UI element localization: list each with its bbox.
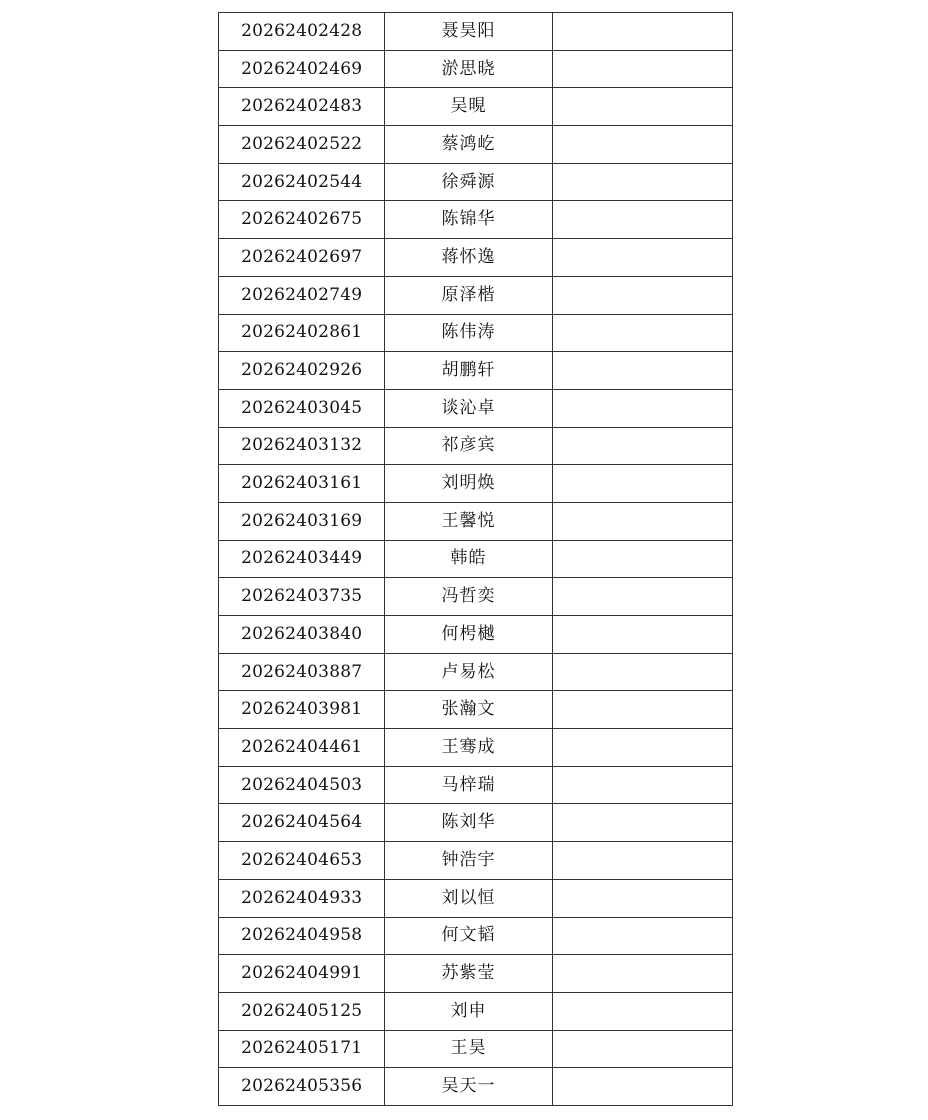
- student-name-cell: 刘申: [385, 992, 552, 1030]
- student-name-cell: 马梓瑞: [385, 766, 552, 804]
- student-id-cell: 20262404564: [219, 804, 385, 842]
- student-id-cell: 20262404461: [219, 729, 385, 767]
- table-row: [219, 578, 733, 616]
- table-row: [219, 540, 733, 578]
- student-id-cell: 20262402697: [219, 239, 385, 277]
- student-name-cell: 蔡鸿屹: [385, 126, 552, 164]
- student-id-cell: 20262404933: [219, 879, 385, 917]
- student-name-cell: 张瀚文: [385, 691, 552, 729]
- note-cell: [552, 540, 732, 578]
- student-id-cell: 20262403045: [219, 389, 385, 427]
- note-cell: [552, 465, 732, 503]
- table-row: [219, 126, 733, 164]
- note-cell: [552, 427, 732, 465]
- student-name-cell: 徐舜源: [385, 163, 552, 201]
- table-row: [219, 239, 733, 277]
- table-row: [219, 1030, 733, 1068]
- table-row: [219, 879, 733, 917]
- student-id-cell: 20262403840: [219, 616, 385, 654]
- table-row: [219, 314, 733, 352]
- table-row: [219, 729, 733, 767]
- student-name-cell: 何枵樾: [385, 616, 552, 654]
- student-id-cell: 20262402675: [219, 201, 385, 239]
- student-id-cell: 20262402861: [219, 314, 385, 352]
- student-name-cell: 原泽楷: [385, 276, 552, 314]
- table-row: [219, 427, 733, 465]
- student-name-cell: 王馨悦: [385, 502, 552, 540]
- student-name-cell: 淤思晓: [385, 50, 552, 88]
- note-cell: [552, 50, 732, 88]
- note-cell: [552, 653, 732, 691]
- student-id-cell: 20262402522: [219, 126, 385, 164]
- table-row: [219, 13, 733, 51]
- note-cell: [552, 13, 732, 51]
- table-row: [219, 992, 733, 1030]
- roster-table-body: [219, 13, 733, 1106]
- note-cell: [552, 955, 732, 993]
- student-id-cell: 20262404958: [219, 917, 385, 955]
- student-id-cell: 20262404991: [219, 955, 385, 993]
- student-id-cell: 20262402469: [219, 50, 385, 88]
- student-name-cell: 韩皓: [385, 540, 552, 578]
- note-cell: [552, 879, 732, 917]
- table-row: [219, 50, 733, 88]
- student-name-cell: 刘明焕: [385, 465, 552, 503]
- note-cell: [552, 352, 732, 390]
- note-cell: [552, 201, 732, 239]
- note-cell: [552, 502, 732, 540]
- table-row: [219, 163, 733, 201]
- table-row: [219, 352, 733, 390]
- student-name-cell: 刘以恒: [385, 879, 552, 917]
- student-id-cell: 20262405171: [219, 1030, 385, 1068]
- table-row: [219, 502, 733, 540]
- student-name-cell: 陈伟涛: [385, 314, 552, 352]
- table-row: [219, 955, 733, 993]
- table-row: [219, 88, 733, 126]
- table-row: [219, 616, 733, 654]
- student-id-cell: 20262404503: [219, 766, 385, 804]
- note-cell: [552, 88, 732, 126]
- note-cell: [552, 804, 732, 842]
- note-cell: [552, 276, 732, 314]
- note-cell: [552, 578, 732, 616]
- student-name-cell: 何文韬: [385, 917, 552, 955]
- student-id-cell: 20262403735: [219, 578, 385, 616]
- student-id-cell: 20262402749: [219, 276, 385, 314]
- note-cell: [552, 691, 732, 729]
- student-id-cell: 20262403887: [219, 653, 385, 691]
- table-row: [219, 465, 733, 503]
- student-name-cell: 蒋怀逸: [385, 239, 552, 277]
- table-row: [219, 276, 733, 314]
- student-name-cell: 胡鹏轩: [385, 352, 552, 390]
- table-row: [219, 653, 733, 691]
- table-row: [219, 1068, 733, 1106]
- student-name-cell: 王昊: [385, 1030, 552, 1068]
- note-cell: [552, 126, 732, 164]
- note-cell: [552, 616, 732, 654]
- document-page: [218, 12, 733, 1106]
- student-name-cell: 王骞成: [385, 729, 552, 767]
- student-id-cell: 20262405125: [219, 992, 385, 1030]
- student-name-cell: 卢易松: [385, 653, 552, 691]
- table-row: [219, 691, 733, 729]
- note-cell: [552, 1068, 732, 1106]
- student-name-cell: 谈沁卓: [385, 389, 552, 427]
- student-id-cell: 20262402544: [219, 163, 385, 201]
- student-name-cell: 聂昊阳: [385, 13, 552, 51]
- student-id-cell: 20262402483: [219, 88, 385, 126]
- note-cell: [552, 314, 732, 352]
- student-name-cell: 吴天一: [385, 1068, 552, 1106]
- student-name-cell: 钟浩宇: [385, 842, 552, 880]
- student-name-cell: 祁彦宾: [385, 427, 552, 465]
- student-id-cell: 20262402428: [219, 13, 385, 51]
- student-name-cell: 吴晛: [385, 88, 552, 126]
- note-cell: [552, 163, 732, 201]
- note-cell: [552, 766, 732, 804]
- student-id-cell: 20262403981: [219, 691, 385, 729]
- table-row: [219, 804, 733, 842]
- student-name-cell: 陈锦华: [385, 201, 552, 239]
- roster-table: [218, 12, 733, 1106]
- student-name-cell: 冯哲奕: [385, 578, 552, 616]
- table-row: [219, 917, 733, 955]
- note-cell: [552, 389, 732, 427]
- student-name-cell: 陈刘华: [385, 804, 552, 842]
- note-cell: [552, 842, 732, 880]
- table-row: [219, 389, 733, 427]
- table-row: [219, 201, 733, 239]
- table-row: [219, 842, 733, 880]
- student-id-cell: 20262403169: [219, 502, 385, 540]
- student-id-cell: 20262403449: [219, 540, 385, 578]
- student-id-cell: 20262403132: [219, 427, 385, 465]
- student-id-cell: 20262403161: [219, 465, 385, 503]
- table-row: [219, 766, 733, 804]
- student-name-cell: 苏紫莹: [385, 955, 552, 993]
- note-cell: [552, 239, 732, 277]
- note-cell: [552, 1030, 732, 1068]
- student-id-cell: 20262402926: [219, 352, 385, 390]
- note-cell: [552, 729, 732, 767]
- note-cell: [552, 917, 732, 955]
- student-id-cell: 20262405356: [219, 1068, 385, 1106]
- student-id-cell: 20262404653: [219, 842, 385, 880]
- note-cell: [552, 992, 732, 1030]
